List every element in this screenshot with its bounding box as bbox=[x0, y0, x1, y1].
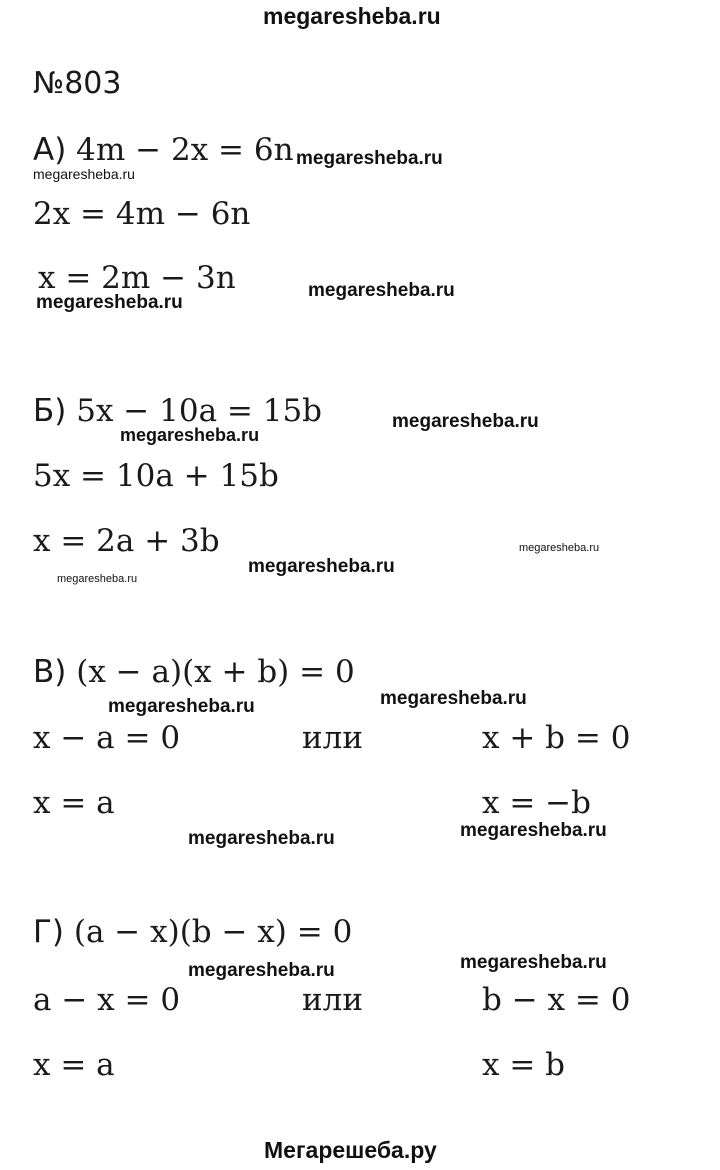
section-v-main: (x − a)(x + b) = 0 bbox=[76, 654, 355, 690]
section-v-right-1: x + b = 0 bbox=[482, 720, 631, 756]
section-g-equation bbox=[33, 914, 352, 950]
section-g-main: (a − x)(b − x) = 0 bbox=[73, 914, 353, 950]
watermark: megaresheba.ru bbox=[460, 952, 607, 973]
watermark: megaresheba.ru bbox=[57, 573, 138, 585]
section-v-or: или bbox=[302, 720, 364, 756]
watermark: megaresheba.ru bbox=[33, 166, 135, 182]
section-b-line-1: 5x − 10a = 15b bbox=[76, 393, 323, 429]
section-a-equation bbox=[33, 132, 294, 168]
section-g-label: Г) bbox=[33, 914, 64, 950]
watermark: megaresheba.ru bbox=[392, 411, 539, 432]
section-g-left-2: x = a bbox=[33, 1047, 115, 1083]
section-g-right-1: b − x = 0 bbox=[482, 982, 631, 1018]
section-g-or: или bbox=[302, 982, 364, 1018]
section-b-equation bbox=[33, 393, 322, 429]
section-g-left-1: a − x = 0 bbox=[33, 982, 181, 1018]
watermark: megaresheba.ru bbox=[248, 556, 395, 577]
section-a-line-2: 2x = 4m − 6n bbox=[33, 196, 251, 232]
watermark: megaresheba.ru bbox=[108, 696, 255, 717]
section-a-line-1: 4m − 2x = 6n bbox=[76, 132, 294, 168]
section-v-left-2: x = a bbox=[33, 785, 115, 821]
section-v-right-2: x = −b bbox=[482, 785, 591, 821]
section-b-line-2: 5x = 10a + 15b bbox=[33, 458, 279, 494]
watermark: megaresheba.ru bbox=[36, 292, 183, 313]
section-g-right-2: x = b bbox=[482, 1047, 566, 1083]
site-header: megaresheba.ru bbox=[263, 3, 441, 29]
site-footer: Мегарешеба.ру bbox=[264, 1137, 437, 1163]
section-b-label: Б) bbox=[33, 393, 67, 429]
watermark: megaresheba.ru bbox=[519, 542, 600, 554]
section-a-line-3: x = 2m − 3n bbox=[38, 260, 236, 296]
watermark: megaresheba.ru bbox=[380, 688, 527, 709]
watermark: megaresheba.ru bbox=[188, 828, 335, 849]
watermark: megaresheba.ru bbox=[460, 820, 607, 841]
section-a-label: А) bbox=[33, 132, 67, 168]
section-v-equation bbox=[33, 654, 355, 690]
section-b-line-3: x = 2a + 3b bbox=[33, 523, 220, 559]
section-v-label: В) bbox=[33, 654, 67, 690]
watermark: megaresheba.ru bbox=[188, 960, 335, 981]
section-v-left-1: x − a = 0 bbox=[33, 720, 181, 756]
watermark: megaresheba.ru bbox=[120, 425, 260, 445]
watermark: megaresheba.ru bbox=[308, 280, 455, 301]
problem-number: №803 bbox=[33, 66, 122, 101]
watermark: megaresheba.ru bbox=[296, 148, 443, 169]
